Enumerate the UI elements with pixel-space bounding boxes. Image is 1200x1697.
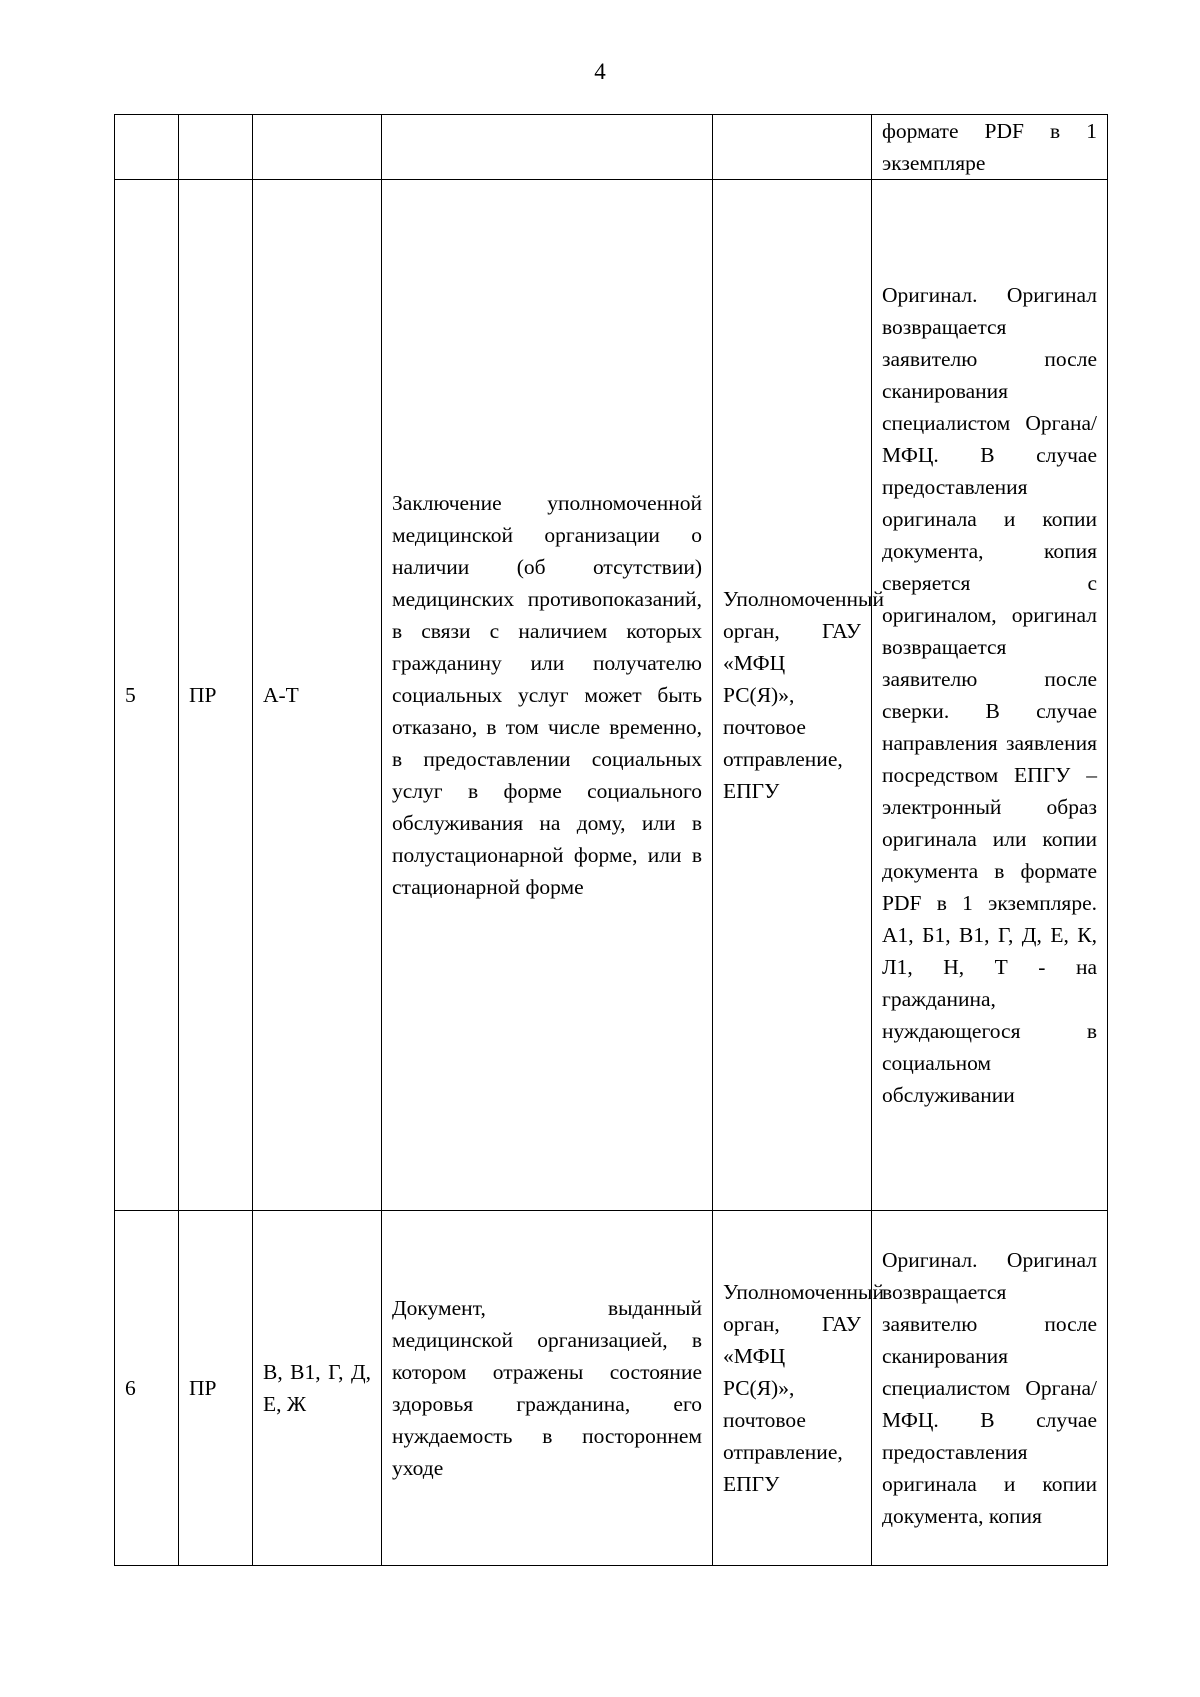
notes-cell: формате PDF в 1 экземпляре — [872, 115, 1108, 180]
documents-table — [114, 114, 1108, 1566]
notes-cell: Оригинал. Оригинал возвращается заявителю после сканирования специалистом Органа/МФЦ. В случае предоставления оригинала и копии документа, копия сверяется с оригиналом, оригинал возвращается заявителю после сверки. В случае направления заявления посредством ЕПГУ – электронный образ оригинала или копии документа в формате PDF в 1 экземпляре. А1, Б1, В1, Г, Д, Е, К, Л1, Н, Т - на гражданина, нуждающегося в социальном обслуживании — [872, 180, 1108, 1211]
categories-cell: А-Т — [253, 180, 382, 1211]
page-number: 4 — [594, 59, 606, 84]
document-type-cell: ПР — [179, 180, 253, 1211]
recipient-cell: Уполномоченный орган, ГАУ «МФЦ РС(Я)», почтовое отправление, ЕПГУ — [713, 180, 872, 1211]
table-row — [115, 115, 1108, 180]
recipient-cell — [713, 115, 872, 180]
row-number-cell: 6 — [115, 1211, 179, 1566]
categories-cell: В, В1, Г, Д, Е, Ж — [253, 1211, 382, 1566]
document-name-cell: Заключение уполномоченной медицинской организации о наличии (об отсутствии) медицинских противопоказаний, в связи с наличием которых гражданину или получателю социальных услуг может быть отказано, в том числе временно, в предоставлении социальных услуг в форме социального обслуживания на дому, или в полустационарной форме, или в стационарной форме — [382, 180, 713, 1211]
document-name-cell: Документ, выданный медицинской организацией, в котором отражены состояние здоровья гражданина, его нуждаемость в постороннем уходе — [382, 1211, 713, 1566]
document-type-cell — [179, 115, 253, 180]
categories-cell — [253, 115, 382, 180]
table-row — [115, 1211, 1108, 1566]
document-name-cell — [382, 115, 713, 180]
recipient-cell: Уполномоченный орган, ГАУ «МФЦ РС(Я)», почтовое отправление, ЕПГУ — [713, 1211, 872, 1566]
notes-cell: Оригинал. Оригинал возвращается заявителю после сканирования специалистом Органа/МФЦ. В случае предоставления оригинала и копии документа, копия — [872, 1211, 1108, 1566]
row-number-cell — [115, 115, 179, 180]
table-row — [115, 180, 1108, 1211]
row-number-cell: 5 — [115, 180, 179, 1211]
document-type-cell: ПР — [179, 1211, 253, 1566]
